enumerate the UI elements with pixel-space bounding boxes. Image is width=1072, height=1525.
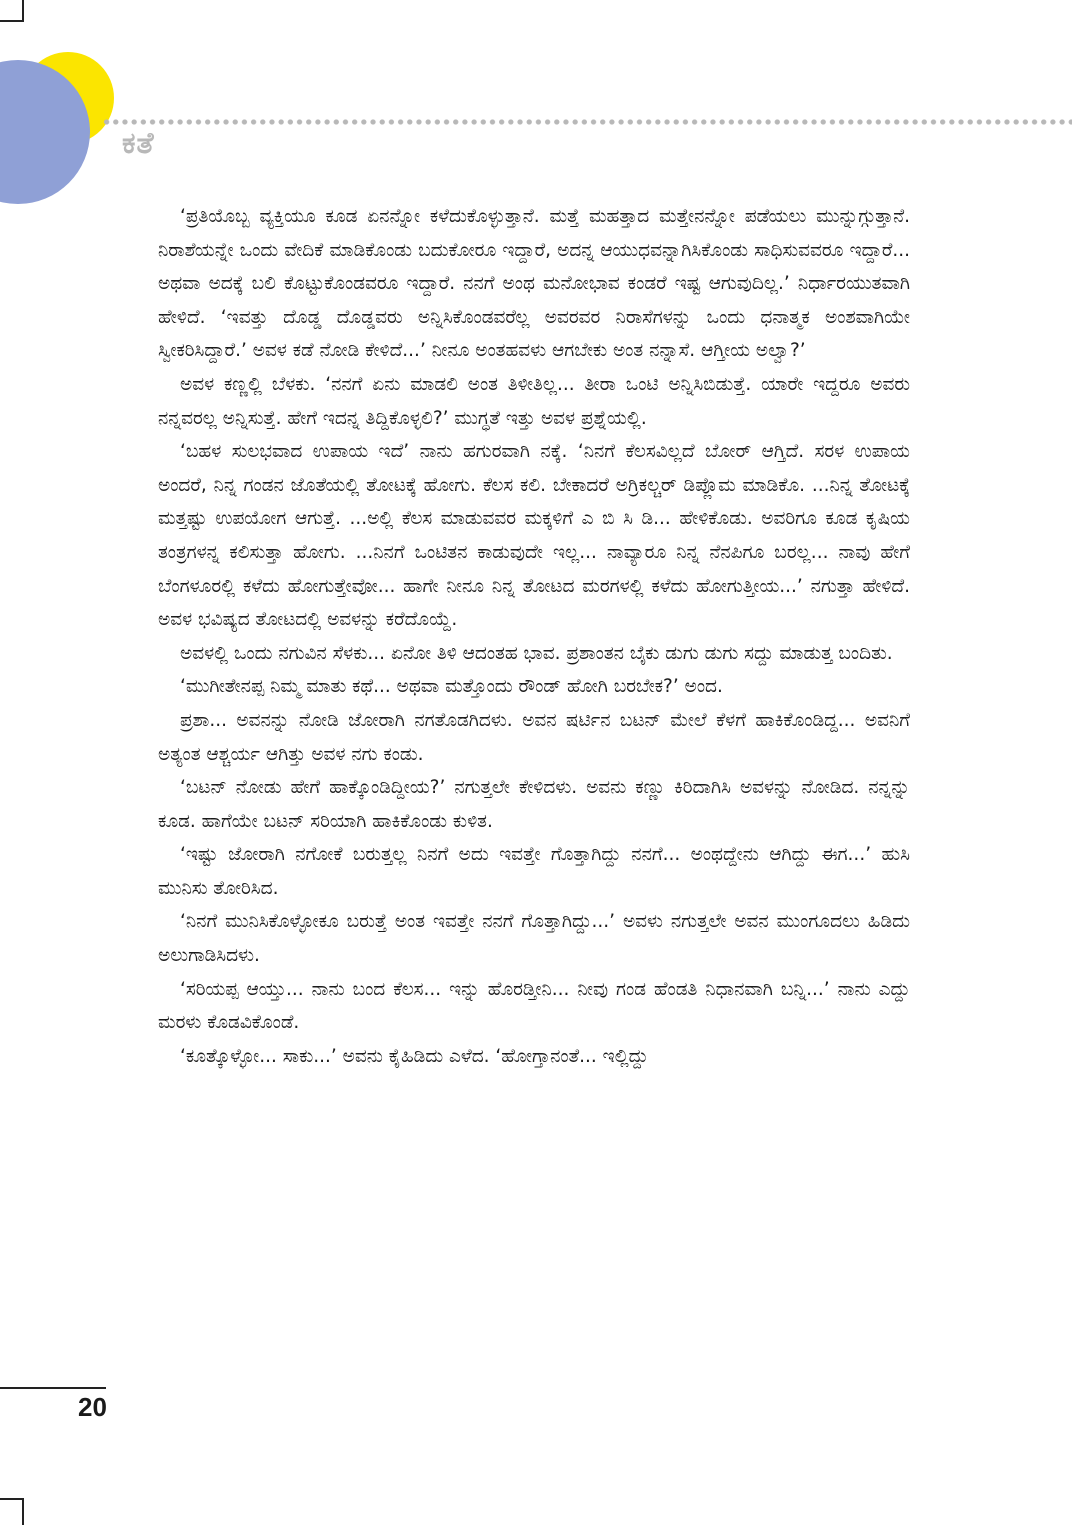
page-number: 20 [78,1392,107,1422]
paragraph: ಅವಳ ಕಣ್ಣಲ್ಲಿ ಬೆಳಕು. ‘ನನಗೆ ಏನು ಮಾಡಲಿ ಅಂತ ತಿಳೀತಿಲ್ಲ... ತೀರಾ ಒಂಟಿ ಅನ್ನಿಸಿಬಿಡುತ್ತೆ. ಯಾರೇ ಇದ್ದರೂ ಅವರು ನನ್ನವರಲ್ಲ ಅನ್ನಿಸುತ್ತೆ. ಹೇಗೆ ಇದನ್ನ ತಿದ್ದಿಕೊಳ್ಳಲಿ?’ ಮುಗ್ಧತೆ ಇತ್ತು ಅವಳ ಪ್ರಶ್ನೆಯಲ್ಲಿ. [158,373,910,429]
paragraph: ‘ಸರಿಯಪ್ಪ ಆಯ್ತು... ನಾನು ಬಂದ ಕೆಲಸ... ಇನ್ನು ಹೊರಡ್ತೀನಿ... ನೀವು ಗಂಡ ಹೆಂಡತಿ ನಿಧಾನವಾಗಿ ಬನ್ನಿ...’ ನಾನು ಎದ್ದು ಮರಳು ಕೊಡವಿಕೊಂಡೆ. [158,978,910,1034]
paragraph: ಪ್ರಶಾ... ಅವನನ್ನು ನೋಡಿ ಜೋರಾಗಿ ನಗತೊಡಗಿದಳು. ಅವನ ಷರ್ಟಿನ ಬಟನ್ ಮೇಲೆ ಕೆಳಗೆ ಹಾಕಿಕೊಂಡಿದ್ದ... ಅವನಿಗೆ ಅತ್ಯಂತ ಆಶ್ಚರ್ಯ ಆಗಿತ್ತು ಅವಳ ನಗು ಕಂಡು. [158,709,910,765]
crop-mark-bottom-vertical [22,1498,24,1525]
paragraph: ‘ಇಷ್ಟು ಜೋರಾಗಿ ನಗೋಕೆ ಬರುತ್ತಲ್ಲ ನಿನಗೆ ಅದು ಇವತ್ತೇ ಗೊತ್ತಾಗಿದ್ದು ನನಗೆ... ಅಂಥದ್ದೇನು ಆಗಿದ್ದು ಈಗ...’ ಹುಸಿ ಮುನಿಸು ತೋರಿಸಿದ. [158,844,910,899]
crop-mark-top-vertical [22,0,24,22]
story-body [158,200,910,1073]
paragraph: ಅವಳಲ್ಲಿ ಒಂದು ನಗುವಿನ ಸೆಳಕು... ಏನೋ ತಿಳಿ ಆದಂತಹ ಭಾವ. ಪ್ರಶಾಂತನ ಬೈಕು ಡುಗು ಡುಗು ಸದ್ದು ಮಾಡುತ್ತ ಬಂದಿತು. [180,642,893,664]
paragraph: ‘ಪ್ರತಿಯೊಬ್ಬ ವ್ಯಕ್ತಿಯೂ ಕೂಡ ಏನನ್ನೋ ಕಳೆದುಕೊಳ್ಳುತ್ತಾನೆ. ಮತ್ತೆ ಮಹತ್ತಾದ ಮತ್ತೇನನ್ನೋ ಪಡೆಯಲು ಮುನ್ನುಗ್ಗುತ್ತಾನೆ. ನಿರಾಶೆಯನ್ನೇ ಒಂದು ವೇದಿಕೆ ಮಾಡಿಕೊಂಡು ಬದುಕೋರೂ ಇದ್ದಾರೆ, ಅದನ್ನ ಆಯುಧವನ್ನಾಗಿಸಿಕೊಂಡು ಸಾಧಿಸುವವರೂ ಇದ್ದಾರೆ... ಅಥವಾ ಅದಕ್ಕೆ ಬಲಿ ಕೊಟ್ಟುಕೊಂಡವರೂ ಇದ್ದಾರೆ. ನನಗೆ ಅಂಥ ಮನೋಭಾವ ಕಂಡರೆ ಇಷ್ಟ ಆಗುವುದಿಲ್ಲ.’ ನಿರ್ಧಾರಯುತವಾಗಿ ಹೇಳಿದೆ. ‘ಇವತ್ತು ದೊಡ್ಡ ದೊಡ್ಡವರು ಅನ್ನಿಸಿಕೊಂಡವರೆಲ್ಲ ಅವರವರ ನಿರಾಸೆಗಳನ್ನು ಒಂದು ಧನಾತ್ಮಕ ಅಂಶವಾಗಿಯೇ ಸ್ವೀಕರಿಸಿದ್ದಾರೆ.’ ಅವಳ ಕಡೆ ನೋಡಿ ಕೇಳಿದೆ...’ ನೀನೂ ಅಂತಹವಳು ಆಗಬೇಕು ಅಂತ ನನ್ನಾಸೆ. ಆಗ್ತೀಯ ಅಲ್ವಾ?’ [158,206,910,362]
paragraph: ‘ನಿನಗೆ ಮುನಿಸಿಕೊಳ್ಳೋಕೂ ಬರುತ್ತೆ ಅಂತ ಇವತ್ತೇ ನನಗೆ ಗೊತ್ತಾಗಿದ್ದು...’ ಅವಳು ನಗುತ್ತಲೇ ಅವನ ಮುಂಗೂದಲು ಹಿಡಿದು ಅಲುಗಾಡಿಸಿದಳು. [158,911,910,967]
dotted-header-rule [102,118,1072,126]
paragraph: ‘ಕೂತ್ಕೊಳ್ಳೋ... ಸಾಕು...’ ಅವನು ಕೈಹಿಡಿದು ಎಳೆದ. ‘ಹೋಗ್ತಾನಂತೆ... ಇಲ್ಲಿದ್ದು [180,1045,649,1067]
crop-mark-bottom-horizontal [0,1498,22,1500]
footer-rule [0,1387,106,1389]
paragraph: ‘ಬಟನ್ ನೋಡು ಹೇಗೆ ಹಾಕ್ಕೊಂಡಿದ್ದೀಯ?’ ನಗುತ್ತಲೇ ಕೇಳಿದಳು. ಅವನು ಕಣ್ಣು ಕಿರಿದಾಗಿಸಿ ಅವಳನ್ನು ನೋಡಿದ. ನನ್ನನ್ನು ಕೂಡ. ಹಾಗೆಯೇ ಬಟನ್ ಸರಿಯಾಗಿ ಹಾಕಿಕೊಂಡು ಕುಳಿತ. [158,777,910,832]
paragraph: ‘ಮುಗೀತೇನಪ್ಪ ನಿಮ್ಮ ಮಾತು ಕಥೆ... ಅಥವಾ ಮತ್ತೊಂದು ರೌಂಡ್ ಹೋಗಿ ಬರಬೇಕ?’ ಅಂದ. [180,676,723,698]
paragraph: ‘ಬಹಳ ಸುಲಭವಾದ ಉಪಾಯ ಇದೆ’ ನಾನು ಹಗುರವಾಗಿ ನಕ್ಕೆ. ‘ನಿನಗೆ ಕೆಲಸವಿಲ್ಲದೆ ಬೋರ್ ಆಗ್ತಿದೆ. ಸರಳ ಉಪಾಯ ಅಂದರೆ, ನಿನ್ನ ಗಂಡನ ಜೊತೆಯಲ್ಲಿ ತೋಟಕ್ಕೆ ಹೋಗು. ಕೆಲಸ ಕಲಿ. ಬೇಕಾದರೆ ಅಗ್ರಿಕಲ್ಚರ್ ಡಿಪ್ಲೊಮ ಮಾಡಿಕೊ. ...ನಿನ್ನ ತೋಟಕ್ಕೆ ಮತ್ತಷ್ಟು ಉಪಯೋಗ ಆಗುತ್ತೆ. ...ಅಲ್ಲಿ ಕೆಲಸ ಮಾಡುವವರ ಮಕ್ಕಳಿಗೆ ಎ ಬಿ ಸಿ ಡಿ... ಹೇಳಿಕೊಡು. ಅವರಿಗೂ ಕೂಡ ಕೃಷಿಯ ತಂತ್ರಗಳನ್ನ ಕಲಿಸುತ್ತಾ ಹೋಗು. ...ನಿನಗೆ ಒಂಟಿತನ ಕಾಡುವುದೇ ಇಲ್ಲ... ನಾವ್ಯಾರೂ ನಿನ್ನ ನೆನಪಿಗೂ ಬರಲ್ಲ... ನಾವು ಹೇಗೆ ಬೆಂಗಳೂರಲ್ಲಿ ಕಳೆದು ಹೋಗುತ್ತೇವೋ... ಹಾಗೇ ನೀನೂ ನಿನ್ನ ತೋಟದ ಮರಗಳಲ್ಲಿ ಕಳೆದು ಹೋಗುತ್ತೀಯ...’ ನಗುತ್ತಾ ಹೇಳಿದೆ. ಅವಳ ಭವಿಷ್ಯದ ತೋಟದಲ್ಲಿ ಅವಳನ್ನು ಕರೆದೊಯ್ದೆ. [158,441,910,631]
crop-mark-top-horizontal [0,20,22,22]
section-label: ಕತೆ [122,126,155,161]
